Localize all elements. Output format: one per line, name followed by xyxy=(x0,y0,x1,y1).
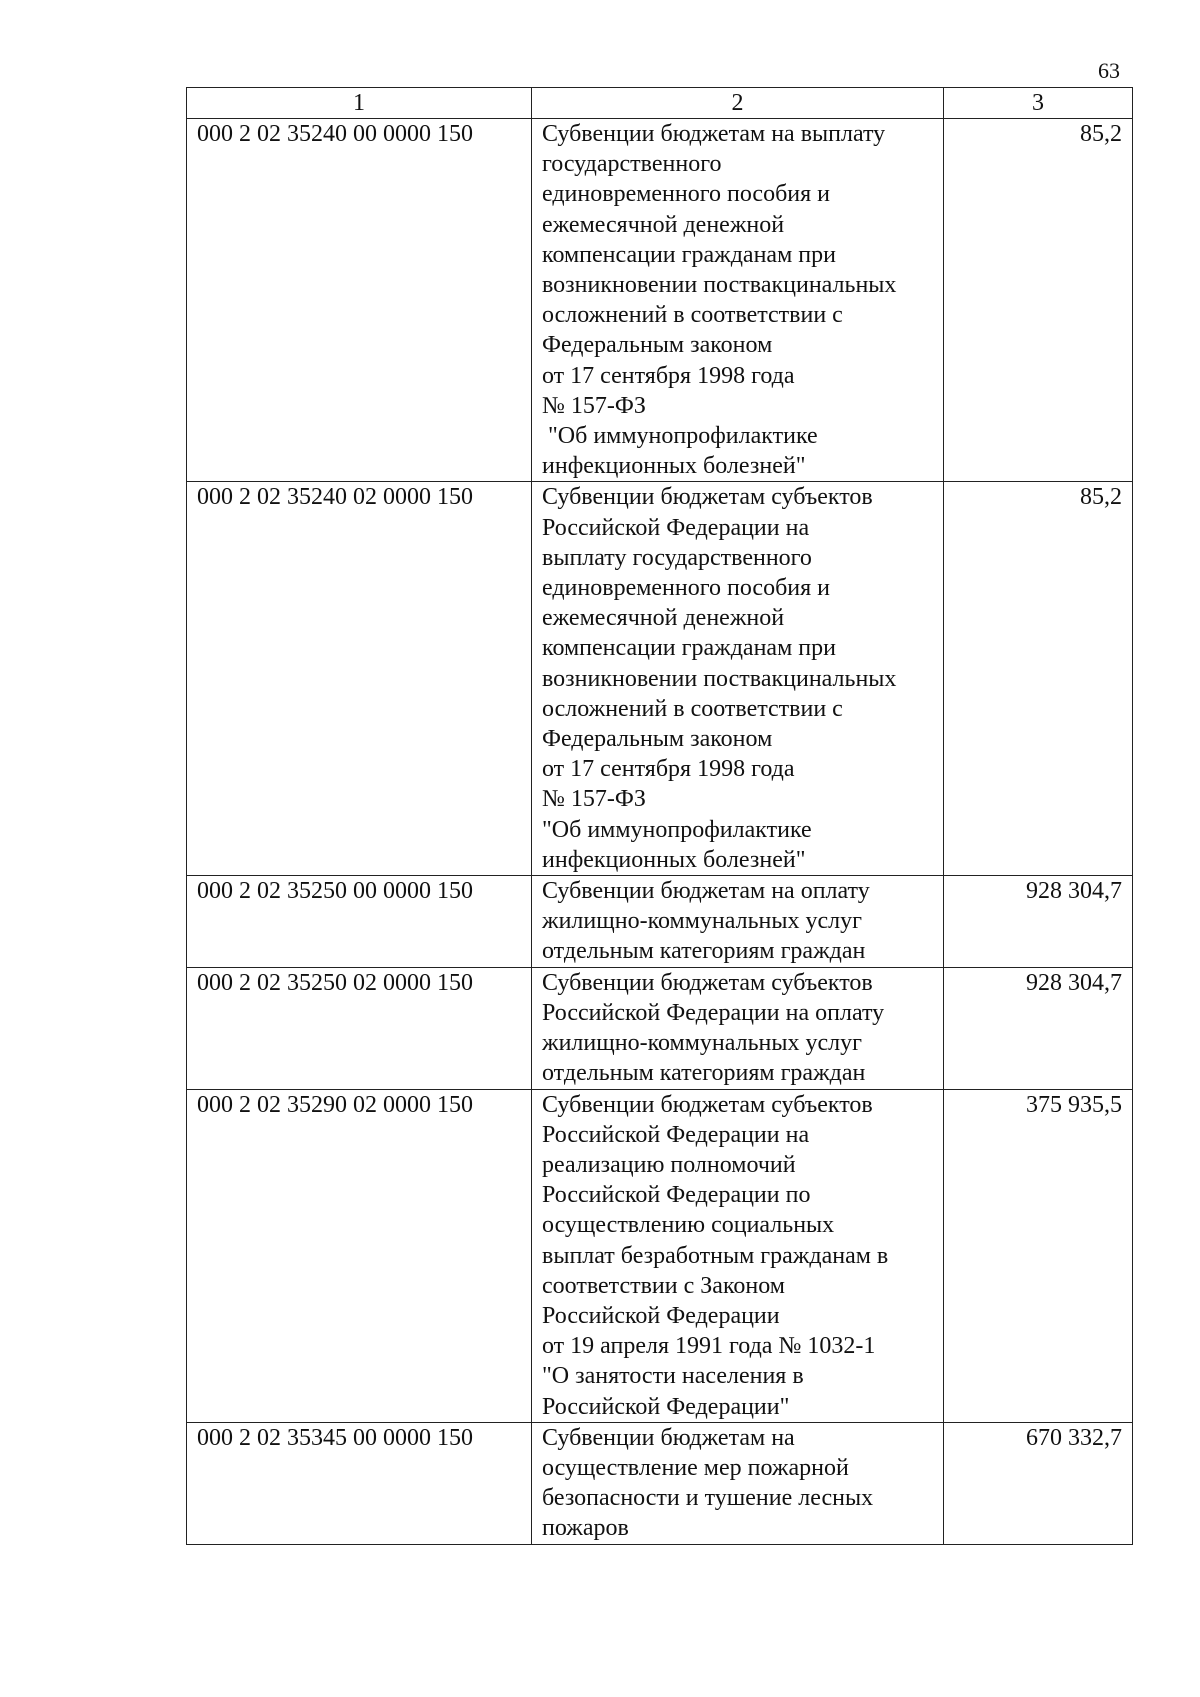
description-line: инфекционных болезней" xyxy=(542,846,806,873)
description-line: единовременного пособия и xyxy=(542,181,831,208)
description-cell xyxy=(532,967,944,1089)
description-line: выплату государственного xyxy=(542,544,812,571)
table-row xyxy=(187,1089,1133,1422)
description-line: выплат безработным гражданам в xyxy=(542,1242,889,1269)
description-line: Российской Федерации на оплату xyxy=(542,999,885,1026)
description-line: ежемесячной денежной xyxy=(542,605,785,632)
description-line: единовременного пособия и xyxy=(542,575,831,602)
description-line: соответствии с Законом xyxy=(542,1272,785,1299)
description-line: осложнений в соответствии с xyxy=(542,302,843,329)
description-line: Субвенции бюджетам на выплату xyxy=(542,121,886,147)
description-line: пожаров xyxy=(542,1515,629,1542)
description-line: осуществлению социальных xyxy=(542,1212,835,1239)
description-line: № 157-ФЗ xyxy=(542,392,646,419)
table-row xyxy=(187,1422,1133,1544)
column-header-amount: 3 xyxy=(944,88,1133,119)
description-line: ежемесячной денежной xyxy=(542,211,785,238)
description-cell xyxy=(532,482,944,876)
description-line: от 19 апреля 1991 года № 1032-1 xyxy=(542,1333,876,1360)
description-line: № 157-ФЗ xyxy=(542,786,646,813)
description-line: Субвенции бюджетам на оплату xyxy=(542,878,870,905)
table-row xyxy=(187,876,1133,968)
description-line: безопасности и тушение лесных xyxy=(542,1485,874,1512)
description-line: "Об иммунопрофилактике xyxy=(542,816,812,843)
description-line: "Об иммунопрофилактике xyxy=(542,423,818,450)
description-line: Федеральным законом xyxy=(542,726,773,753)
description-line: Федеральным законом xyxy=(542,332,773,359)
description-line: Российской Федерации" xyxy=(542,1393,790,1420)
budget-code-cell: 000 2 02 35290 02 0000 150 xyxy=(187,1089,532,1422)
description-line: Российской Федерации xyxy=(542,1302,780,1329)
description-line: Субвенции бюджетам субъектов xyxy=(542,1091,873,1118)
table-row xyxy=(187,119,1133,482)
description-cell xyxy=(532,876,944,968)
page-number: 63 xyxy=(1098,58,1120,83)
budget-code-cell: 000 2 02 35345 00 0000 150 xyxy=(187,1422,532,1544)
budget-code-cell: 000 2 02 35240 00 0000 150 xyxy=(187,119,532,482)
budget-code-cell: 000 2 02 35250 00 0000 150 xyxy=(187,876,532,968)
description-line: Российской Федерации по xyxy=(542,1182,811,1209)
budget-code-cell: 000 2 02 35250 02 0000 150 xyxy=(187,967,532,1089)
column-header-description: 2 xyxy=(532,88,944,119)
description-line: возникновении поствакцинальных xyxy=(542,665,897,692)
table-row xyxy=(187,967,1133,1089)
description-cell xyxy=(532,1422,944,1544)
amount-cell: 928 304,7 xyxy=(944,876,1133,968)
budget-code-cell: 000 2 02 35240 02 0000 150 xyxy=(187,482,532,876)
description-line: осуществление мер пожарной xyxy=(542,1454,849,1481)
description-line: Субвенции бюджетам на xyxy=(542,1424,795,1451)
header-row xyxy=(187,88,1133,119)
amount-cell: 670 332,7 xyxy=(944,1422,1133,1544)
description-line: Российской Федерации на xyxy=(542,1121,810,1148)
column-header-code: 1 xyxy=(187,88,532,119)
amount-cell: 85,2 xyxy=(944,119,1133,482)
amount-cell: 375 935,5 xyxy=(944,1089,1133,1422)
description-line: компенсации гражданам при xyxy=(542,635,836,662)
description-cell xyxy=(532,1089,944,1422)
description-cell xyxy=(532,119,944,482)
description-line: от 17 сентября 1998 года xyxy=(542,362,795,389)
description-line: Российской Федерации на xyxy=(542,514,810,541)
description-line: от 17 сентября 1998 года xyxy=(542,756,795,783)
description-line: реализацию полномочий xyxy=(542,1151,796,1178)
description-line: жилищно-коммунальных услуг xyxy=(542,908,862,935)
description-line: "О занятости населения в xyxy=(542,1363,804,1390)
amount-cell: 85,2 xyxy=(944,482,1133,876)
description-line: инфекционных болезней" xyxy=(542,453,806,480)
description-line: возникновении поствакцинальных xyxy=(542,272,897,299)
budget-table xyxy=(186,87,1133,1545)
description-line: компенсации гражданам при xyxy=(542,241,836,268)
description-line: Субвенции бюджетам субъектов xyxy=(542,969,873,996)
description-line: осложнений в соответствии с xyxy=(542,695,843,722)
description-line: Субвенции бюджетам субъектов xyxy=(542,484,873,511)
description-line: жилищно-коммунальных услуг xyxy=(542,1030,862,1057)
description-line: государственного xyxy=(542,151,722,178)
amount-cell: 928 304,7 xyxy=(944,967,1133,1089)
description-line: отдельным категориям граждан xyxy=(542,1060,866,1087)
table-row xyxy=(187,482,1133,876)
description-line: отдельным категориям граждан xyxy=(542,938,866,965)
